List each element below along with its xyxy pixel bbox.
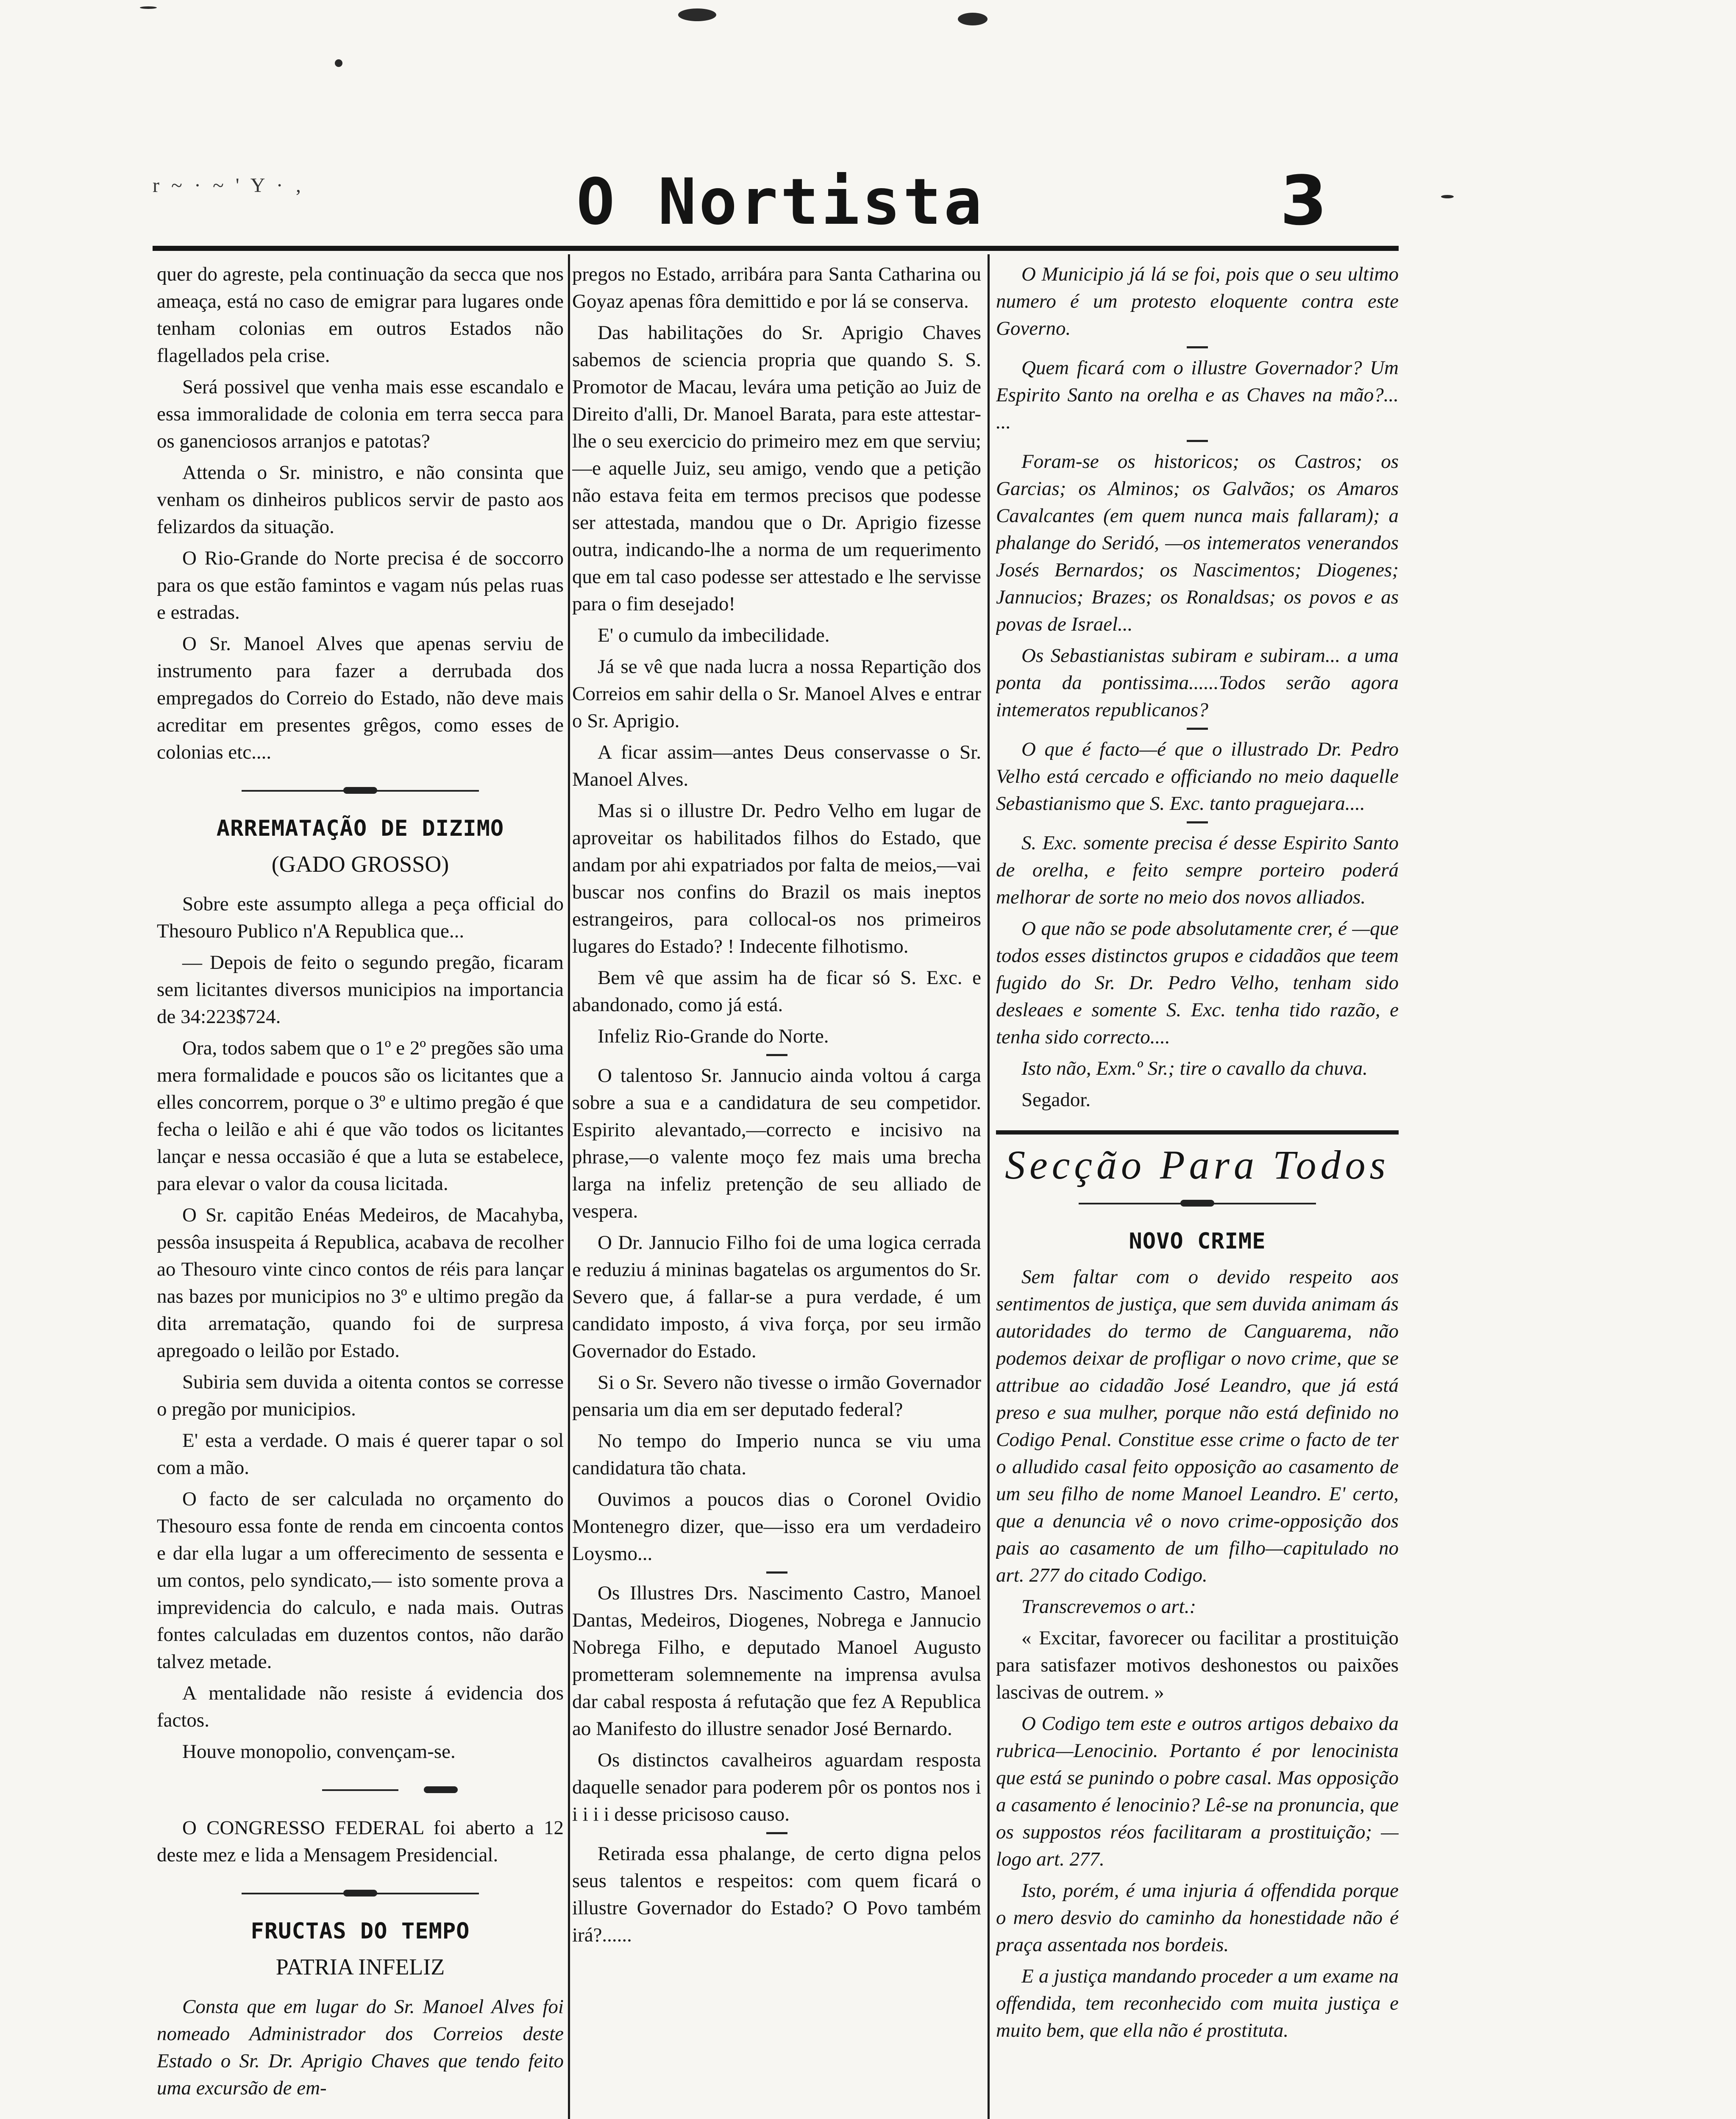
short-rule	[766, 1571, 787, 1574]
paragraph: O Municipio já lá se foi, pois que o seu ultimo numero é um protesto eloquente contra este Governo.	[996, 263, 1399, 339]
paragraph: Os Sebastianistas subiram e subiram... a uma ponta da pontissima......Todos serão agora intemeratos republicanos?	[996, 645, 1399, 721]
paragraph: Sem faltar com o devido respeito aos sentimentos de justiça, que sem duvida animam ás autoridades do termo de Canguarema, não podemos deixar de profligar o novo crime, que se attribue ao cidadão José Leandro, que já está preso e sua mulher, porque não está definido no Codigo Penal. Constitue esse crime o facto de ter o alludido casal feito opposição ao casamento de um seu filho de nome Manoel Leandro. E' certo, que a denuncia vê o novo crime-opposição dos pais ao casamento de um filho—capitulado no art. 277 do citado Codigo.	[996, 1266, 1399, 1586]
section-title: Secção Para Todos	[1005, 1142, 1390, 1187]
paragraph: Mas si o illustre Dr. Pedro Velho em lugar de aproveitar os habilitados filhos do Estado, que andam por ahi expatriados por falta de meios,—vai buscar nos confins do Brazil os mais ineptos estrangeiros, para collocal-os nos primeiros lugares do Estado? ! Indecente filhotismo.	[572, 800, 981, 957]
ink-speck	[678, 8, 716, 21]
article-heading: FRUCTAS DO TEMPO	[250, 1919, 470, 1944]
paragraph: E a justiça mandando proceder a um exame na offendida, tem reconhecido com muita justiça e muito bem, que ella não é prostituta.	[996, 1965, 1399, 2041]
paragraph: pregos no Estado, arribára para Santa Catharina ou Goyaz apenas fôra demittido e por lá se conserva.	[572, 263, 981, 312]
paragraph: Foram-se os historicos; os Castros; os Garcias; os Alminos; os Galvãos; os Amaros Cavalcantes (em quem nunca mais fallaram); a phalange do Seridó, —os intemeratos venerandos Josés Bernardos; os Nascimentos; Diogenes; Jannucios; Brazes; os Ronaldsas; os povos e as povas de Israel...	[996, 450, 1399, 635]
column-2	[572, 261, 981, 2119]
section-rule	[996, 1130, 1399, 1135]
paragraph: Retirada essa phalange, de certo digna pelos seus talentos e respeitos: com quem ficará o illustre Governador do Estado? O Povo também irá?......	[572, 1843, 981, 1946]
ornament-divider	[322, 1786, 398, 1793]
paragraph: Ora, todos sabem que o 1º e 2º pregões são uma mera formalidade e poucos são os licitantes que a elles concorrem, porque o 3º e ultimo pregão é que fecha o leilão e ahi é que vão todos os licitantes lançar e nessa occasião é que a luta se estabelece, para elevar o valor da cousa licitada.	[157, 1037, 564, 1195]
paragraph: Já se vê que nada lucra a nossa Repartição dos Correios em sahir della o Sr. Manoel Alves e entrar o Sr. Aprigio.	[572, 656, 981, 732]
paragraph: O Dr. Jannucio Filho foi de uma logica cerrada e reduziu á mininas bagatelas os argumentos do Sr. Severo que, á fallar-se a pura verdade, é um candidato imposto, á viva força, por seu irmão Governador do Estado.	[572, 1232, 981, 1362]
paragraph: Si o Sr. Severo não tivesse o irmão Governador pensaria um dia em ser deputado federal?	[572, 1371, 981, 1421]
paragraph: Será possivel que venha mais esse escandalo e essa immoralidade de colonia em terra secca para os ganenciosos arranjos e patotas?	[157, 376, 564, 452]
column-divider	[568, 254, 570, 2119]
ornament-divider	[1079, 1200, 1316, 1207]
article-heading: ARREMATAÇÃO DE DIZIMO	[216, 816, 504, 841]
paragraph: O Sr. Manoel Alves que apenas serviu de instrumento para fazer a derrubada dos empregados do Correio do Estado, não deve mais acreditar em presentes grêgos, como esses de colonias etc....	[157, 633, 564, 763]
short-rule	[1187, 821, 1208, 823]
paragraph: Os distinctos cavalheiros aguardam resposta daquelle senador para poderem pôr os pontos nos i i i i i desse pricisoso causo.	[572, 1749, 981, 1825]
paragraph: O CONGRESSO FEDERAL foi aberto a 12 deste mez e lida a Mensagem Presidencial.	[157, 1817, 564, 1866]
short-rule	[766, 1054, 787, 1056]
page-number: 3	[1280, 161, 1327, 240]
ink-speck	[335, 59, 342, 67]
paragraph: Isto não, Exm.º Sr.; tire o cavallo da chuva.	[1021, 1057, 1368, 1079]
paragraph: S. Exc. somente precisa é desse Espirito Santo de orelha, e feito sempre porteiro poderá melhorar de sorte no meio dos novos alliados.	[996, 832, 1399, 908]
paragraph: Attenda o Sr. ministro, e não consinta que venham os dinheiros publicos servir de pasto aos felizardos da situação.	[157, 462, 564, 538]
column-1	[157, 261, 564, 2119]
paragraph: O Sr. capitão Enéas Medeiros, de Macahyba, pessôa insuspeita á Republica, acabava de recolher ao Thesouro vinte cinco contos de réis para lançar nas bazes por municipios no 3º e ultimo pregão da dita arrematação, quando foi de surpresa apregoado o leilão por Estado.	[157, 1204, 564, 1362]
section-header	[996, 1130, 1399, 1207]
column-divider	[988, 254, 990, 2119]
paragraph: Consta que em lugar do Sr. Manoel Alves foi nomeado Administrador dos Correios deste Estado o Sr. Dr. Aprigio Chaves que tendo feito uma excursão de em-	[157, 1996, 564, 2099]
article-subheading: (GADO GROSSO)	[271, 851, 449, 877]
paragraph: Os Illustres Drs. Nascimento Castro, Manoel Dantas, Medeiros, Diogenes, Nobrega e Jannucio Nobrega Filho, e deputado Manoel Augusto prometteram solemnemente na imprensa avulsa dar cabal resposta á refutação que fez A Republica ao Manifesto do illustre senador José Bernardo.	[572, 1582, 981, 1740]
masthead-rule	[153, 246, 1399, 251]
paragraph: O talentoso Sr. Jannucio ainda voltou á carga sobre a sua e a candidatura de seu competidor. Espirito alevantado,—correcto e incisivo na phrase,—o valente moço fez mais uma brecha larga na infeliz pretenção de seu alliado de vespera.	[572, 1065, 981, 1222]
paragraph: E' o cumulo da imbecilidade.	[598, 624, 830, 646]
paragraph: Das habilitações do Sr. Aprigio Chaves sabemos de sciencia propria que quando S. S. Promotor de Macau, levára uma petição ao Juiz de Direito d'alli, Dr. Manoel Barata, para este attestar-lhe o seu exercicio do primeiro mez em que serviu; —e aquelle Juiz, seu amigo, vendo que a petição não estava feita em termos precisos que podesse ser attestada, mandou que o Dr. Aprigio fizesse outra, indicando-lhe a norma de um requerimento que em tal caso podesse ser attestado e lhe servisse para o fim desejado!	[572, 322, 981, 615]
ink-speck	[958, 13, 988, 25]
ink-speck	[1441, 195, 1454, 198]
paragraph: A mentalidade não resiste á evidencia dos factos.	[157, 1682, 564, 1731]
column-3	[996, 261, 1399, 2119]
paragraph: Quem ficará com o illustre Governador? Um Espirito Santo na orelha e as Chaves na mão?... ...	[996, 357, 1399, 433]
paragraph: Ouvimos a poucos dias o Coronel Ovidio Montenegro dizer, que—isso era um verdadeiro Loysmo...	[572, 1488, 981, 1565]
short-rule	[766, 1832, 787, 1834]
paragraph: O facto de ser calculada no orçamento do Thesouro essa fonte de renda em cincoenta contos e dar ella lugar a um offerecimento de sessenta e um contos, pelo syndicato,— isto somente prova a imprevidencia do calculo, e nada mais. Outras fontes calculadas em duzentos contos, não darão talvez metade.	[157, 1488, 564, 1673]
short-rule	[1187, 440, 1208, 442]
paragraph: No tempo do Imperio nunca se viu uma candidatura tão chata.	[572, 1430, 981, 1479]
ornament-divider	[242, 787, 479, 794]
paragraph: Bem vê que assim ha de ficar só S. Exc. e abandonado, como já está.	[572, 967, 981, 1016]
paragraph: Infeliz Rio-Grande do Norte.	[598, 1025, 829, 1047]
paragraph: Isto, porém, é uma injuria á offendida porque o mero desvio do caminho da honestidade não é praça assentada nos bordeis.	[996, 1880, 1399, 1956]
paragraph: E' esta a verdade. O mais é querer tapar o sol com a mão.	[157, 1429, 564, 1479]
paragraph: quer do agreste, pela continuação da secca que nos ameaça, está no caso de emigrar para lugares onde tenham colonias em outros Estados não flagellados pela crise.	[157, 263, 564, 367]
paragraph: — Depois de feito o segundo pregão, ficaram sem licitantes diversos municipios na importancia de 34:223$724.	[157, 951, 564, 1028]
paragraph: O Rio-Grande do Norte precisa é de soccorro para os que estão famintos e vagam nús pelas ruas e estradas.	[157, 547, 564, 623]
paragraph: « Excitar, favorecer ou facilitar a prostituição para satisfazer motivos deshonestos ou paixões lascivas de outrem. »	[996, 1627, 1399, 1703]
masthead	[153, 161, 1399, 246]
article-subheading: PATRIA INFELIZ	[275, 1954, 445, 1980]
newspaper-title: O Nortista	[576, 165, 985, 239]
paragraph: O que é facto—é que o illustrado Dr. Pedro Velho está cercado e officiando no meio daquelle Sebastianismo que S. Exc. tanto praguejara....	[996, 738, 1399, 815]
short-rule	[1187, 728, 1208, 730]
paragraph: O Codigo tem este e outros artigos debaixo da rubrica—Lenocinio. Portanto é por lenocinista que está se punindo o pobre casal. Mas opposição a casamento é lenocinio? Lê-se na pronuncia, que os suppostos réos facilitaram a prostituição; —logo art. 277.	[996, 1713, 1399, 1870]
signature: Segador.	[1021, 1089, 1091, 1111]
paragraph: Sobre este assumpto allega a peça official do Thesouro Publico n'A Republica que...	[157, 893, 564, 942]
article-heading: NOVO CRIME	[1129, 1229, 1266, 1254]
ornament-divider	[242, 1890, 479, 1897]
ink-speck	[140, 6, 157, 9]
paragraph: O que não se pode absolutamente crer, é —que todos esses distinctos grupos e cidadãos que teem fugido do Sr. Dr. Pedro Velho, tenham sido desleaes e somente S. Exc. tenha tido razão, e tenha sido correcto....	[996, 918, 1399, 1048]
paragraph: Transcrevemos o art.:	[1021, 1596, 1196, 1618]
short-rule	[1187, 346, 1208, 348]
paragraph: Houve monopolio, convençam-se.	[182, 1741, 456, 1763]
paragraph: A ficar assim—antes Deus conservasse o Sr. Manoel Alves.	[572, 741, 981, 790]
masthead-marks: r ~ · ~ ' Y · ‚	[153, 174, 305, 197]
paragraph: Subiria sem duvida a oitenta contos se corresse o pregão por municipios.	[157, 1371, 564, 1420]
